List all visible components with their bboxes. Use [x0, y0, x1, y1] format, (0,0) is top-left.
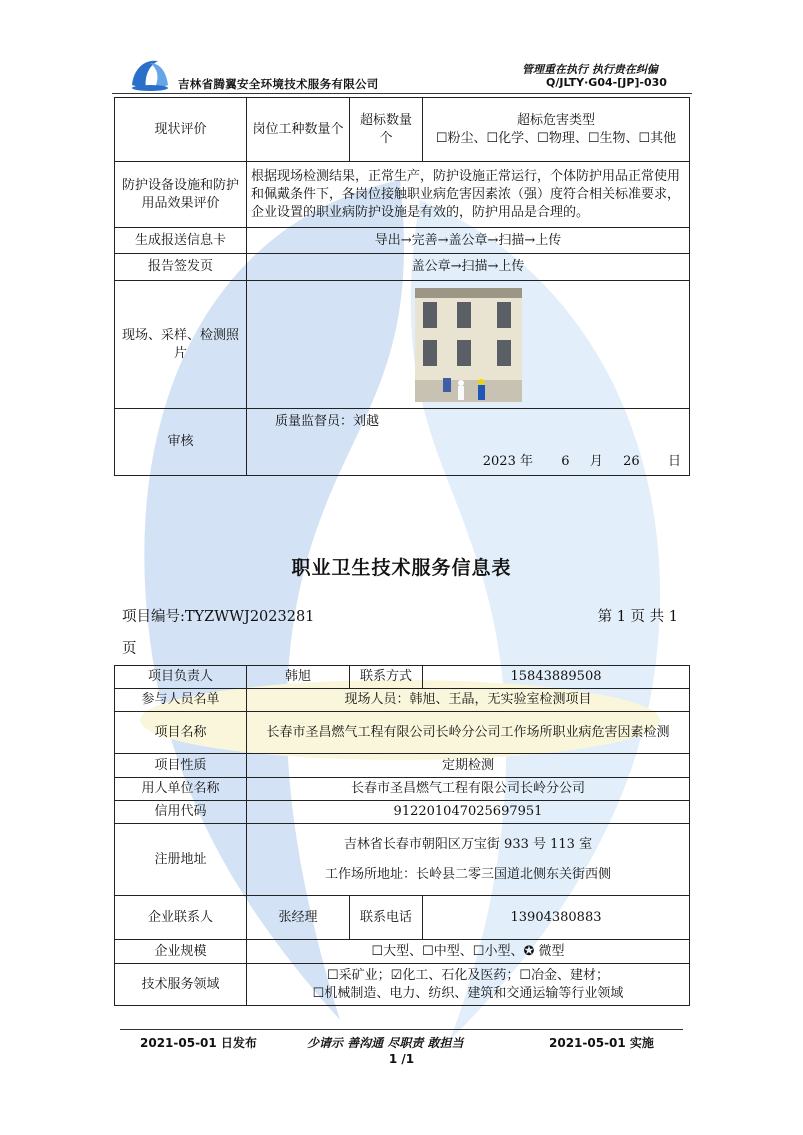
- date-month-unit: 月: [589, 454, 603, 469]
- field-cell: [247, 964, 690, 1006]
- hazard-type-options: ☐粉尘、☐化学、☐物理、☐生物、☐其他: [435, 130, 677, 146]
- phone-label: 联系电话: [350, 896, 423, 940]
- members-label: 参与人员名单: [115, 689, 247, 712]
- sign-page-label: 报告签发页: [115, 254, 247, 281]
- review-table: [114, 97, 690, 476]
- date-year-unit: 年: [520, 454, 534, 469]
- document-code: Q/JLTY·G04-[JP]-030: [546, 76, 667, 89]
- date-day-unit: 日: [667, 454, 681, 469]
- company-name: 吉林省腾翼安全环境技术服务有限公司: [178, 77, 379, 91]
- date-day: 26: [623, 454, 640, 469]
- field-line-1: ☐采矿业；☑化工、石化及医药；☐冶金、建材；: [327, 967, 609, 983]
- project-name-value: 长春市圣昌燃气工程有限公司长岭分公司工作场所职业病危害因素检测: [247, 712, 690, 754]
- status-eval-label: 现状评价: [115, 98, 247, 162]
- review-cell: [247, 409, 690, 476]
- site-photo: [415, 288, 522, 402]
- page-number: 1 /1: [388, 1052, 415, 1066]
- credit-value: 912201047025697951: [247, 801, 690, 824]
- header-divider: [112, 93, 692, 94]
- implement-date: 2021-05-01 实施: [549, 1036, 654, 1050]
- protect-eval-label: 防护设备设施和防护用品效果评价: [115, 162, 247, 228]
- address-cell: [247, 824, 690, 896]
- leader-value: 韩旭: [247, 666, 350, 689]
- nature-value: 定期检测: [247, 754, 690, 778]
- date-year: 2023: [482, 454, 516, 469]
- info-card-steps: 导出→完善→盖公章→扫描→上传: [247, 228, 690, 254]
- sign-page-steps: 盖公章→扫描→上传: [247, 254, 690, 281]
- scale-value: ☐大型、☐中型、☐小型、✪ 微型: [247, 940, 690, 964]
- page-info: 第 1 页 共 1: [597, 609, 678, 625]
- unit-value: 长春市圣昌燃气工程有限公司长岭分公司: [247, 778, 690, 801]
- members-value: 现场人员：韩旭、王晶，无实验室检测项目: [247, 689, 690, 712]
- review-date: [483, 453, 681, 471]
- contact-label: 联系方式: [350, 666, 423, 689]
- photo-cell: [247, 281, 690, 409]
- address-value: 吉林省长春市朝阳区万宝街 933 号 113 室: [343, 836, 593, 852]
- contact-value: 15843889508: [423, 666, 690, 689]
- review-label: 审核: [115, 409, 247, 476]
- phone-value: 13904380883: [423, 896, 690, 940]
- supervisor: 质量监督员：刘越: [275, 414, 380, 429]
- info-card-label: 生成报送信息卡: [115, 228, 247, 254]
- footer-motto: 少请示 善沟通 尽职责 敢担当: [307, 1036, 464, 1050]
- field-line-2: ☐机械制造、电力、纺织、建筑和交通运输等行业领域: [312, 985, 624, 1001]
- protect-eval-text: 根据现场检测结果，正常生产，防护设施正常运行，个体防护用品正常使用和佩戴条件下，各岗位接触职业病危害因素浓（强）度符合相关标准要求，企业设置的职业病防护设施是有效的，防护用品是合理的。: [247, 162, 690, 228]
- unit-label: 用人单位名称: [115, 778, 247, 801]
- ent-contact-value: 张经理: [247, 896, 350, 940]
- info-table-title: 职业卫生技术服务信息表: [291, 557, 512, 579]
- photo-label: 现场、采样、检测照片: [115, 281, 247, 409]
- ent-contact-label: 企业联系人: [115, 896, 247, 940]
- footer-divider: [120, 1029, 683, 1030]
- nature-label: 项目性质: [115, 754, 247, 778]
- info-table: [114, 665, 690, 1006]
- workplace-address: 工作场所地址：长岭县二零三国道北侧东关街西侧: [324, 866, 611, 882]
- publish-date: 2021-05-01 日发布: [140, 1036, 257, 1050]
- credit-label: 信用代码: [115, 801, 247, 824]
- hazard-type-cell: [423, 98, 690, 162]
- leader-label: 项目负责人: [115, 666, 247, 689]
- positions-count-header: 岗位工种数量个: [247, 98, 350, 162]
- date-month: 6: [561, 454, 570, 469]
- project-number: 项目编号:TYZWWJ2023281: [122, 609, 315, 625]
- project-name-label: 项目名称: [115, 712, 247, 754]
- header-motto: 管理重在执行 执行贵在纠偏: [522, 63, 658, 76]
- field-label: 技术服务领域: [115, 964, 247, 1006]
- company-logo: [128, 55, 172, 95]
- address-label: 注册地址: [115, 824, 247, 896]
- hazard-type-title: 超标危害类型: [516, 112, 595, 128]
- scale-label: 企业规模: [115, 940, 247, 964]
- page-info-tail: 页: [122, 641, 137, 657]
- exceed-count-header: 超标数量个: [350, 98, 423, 162]
